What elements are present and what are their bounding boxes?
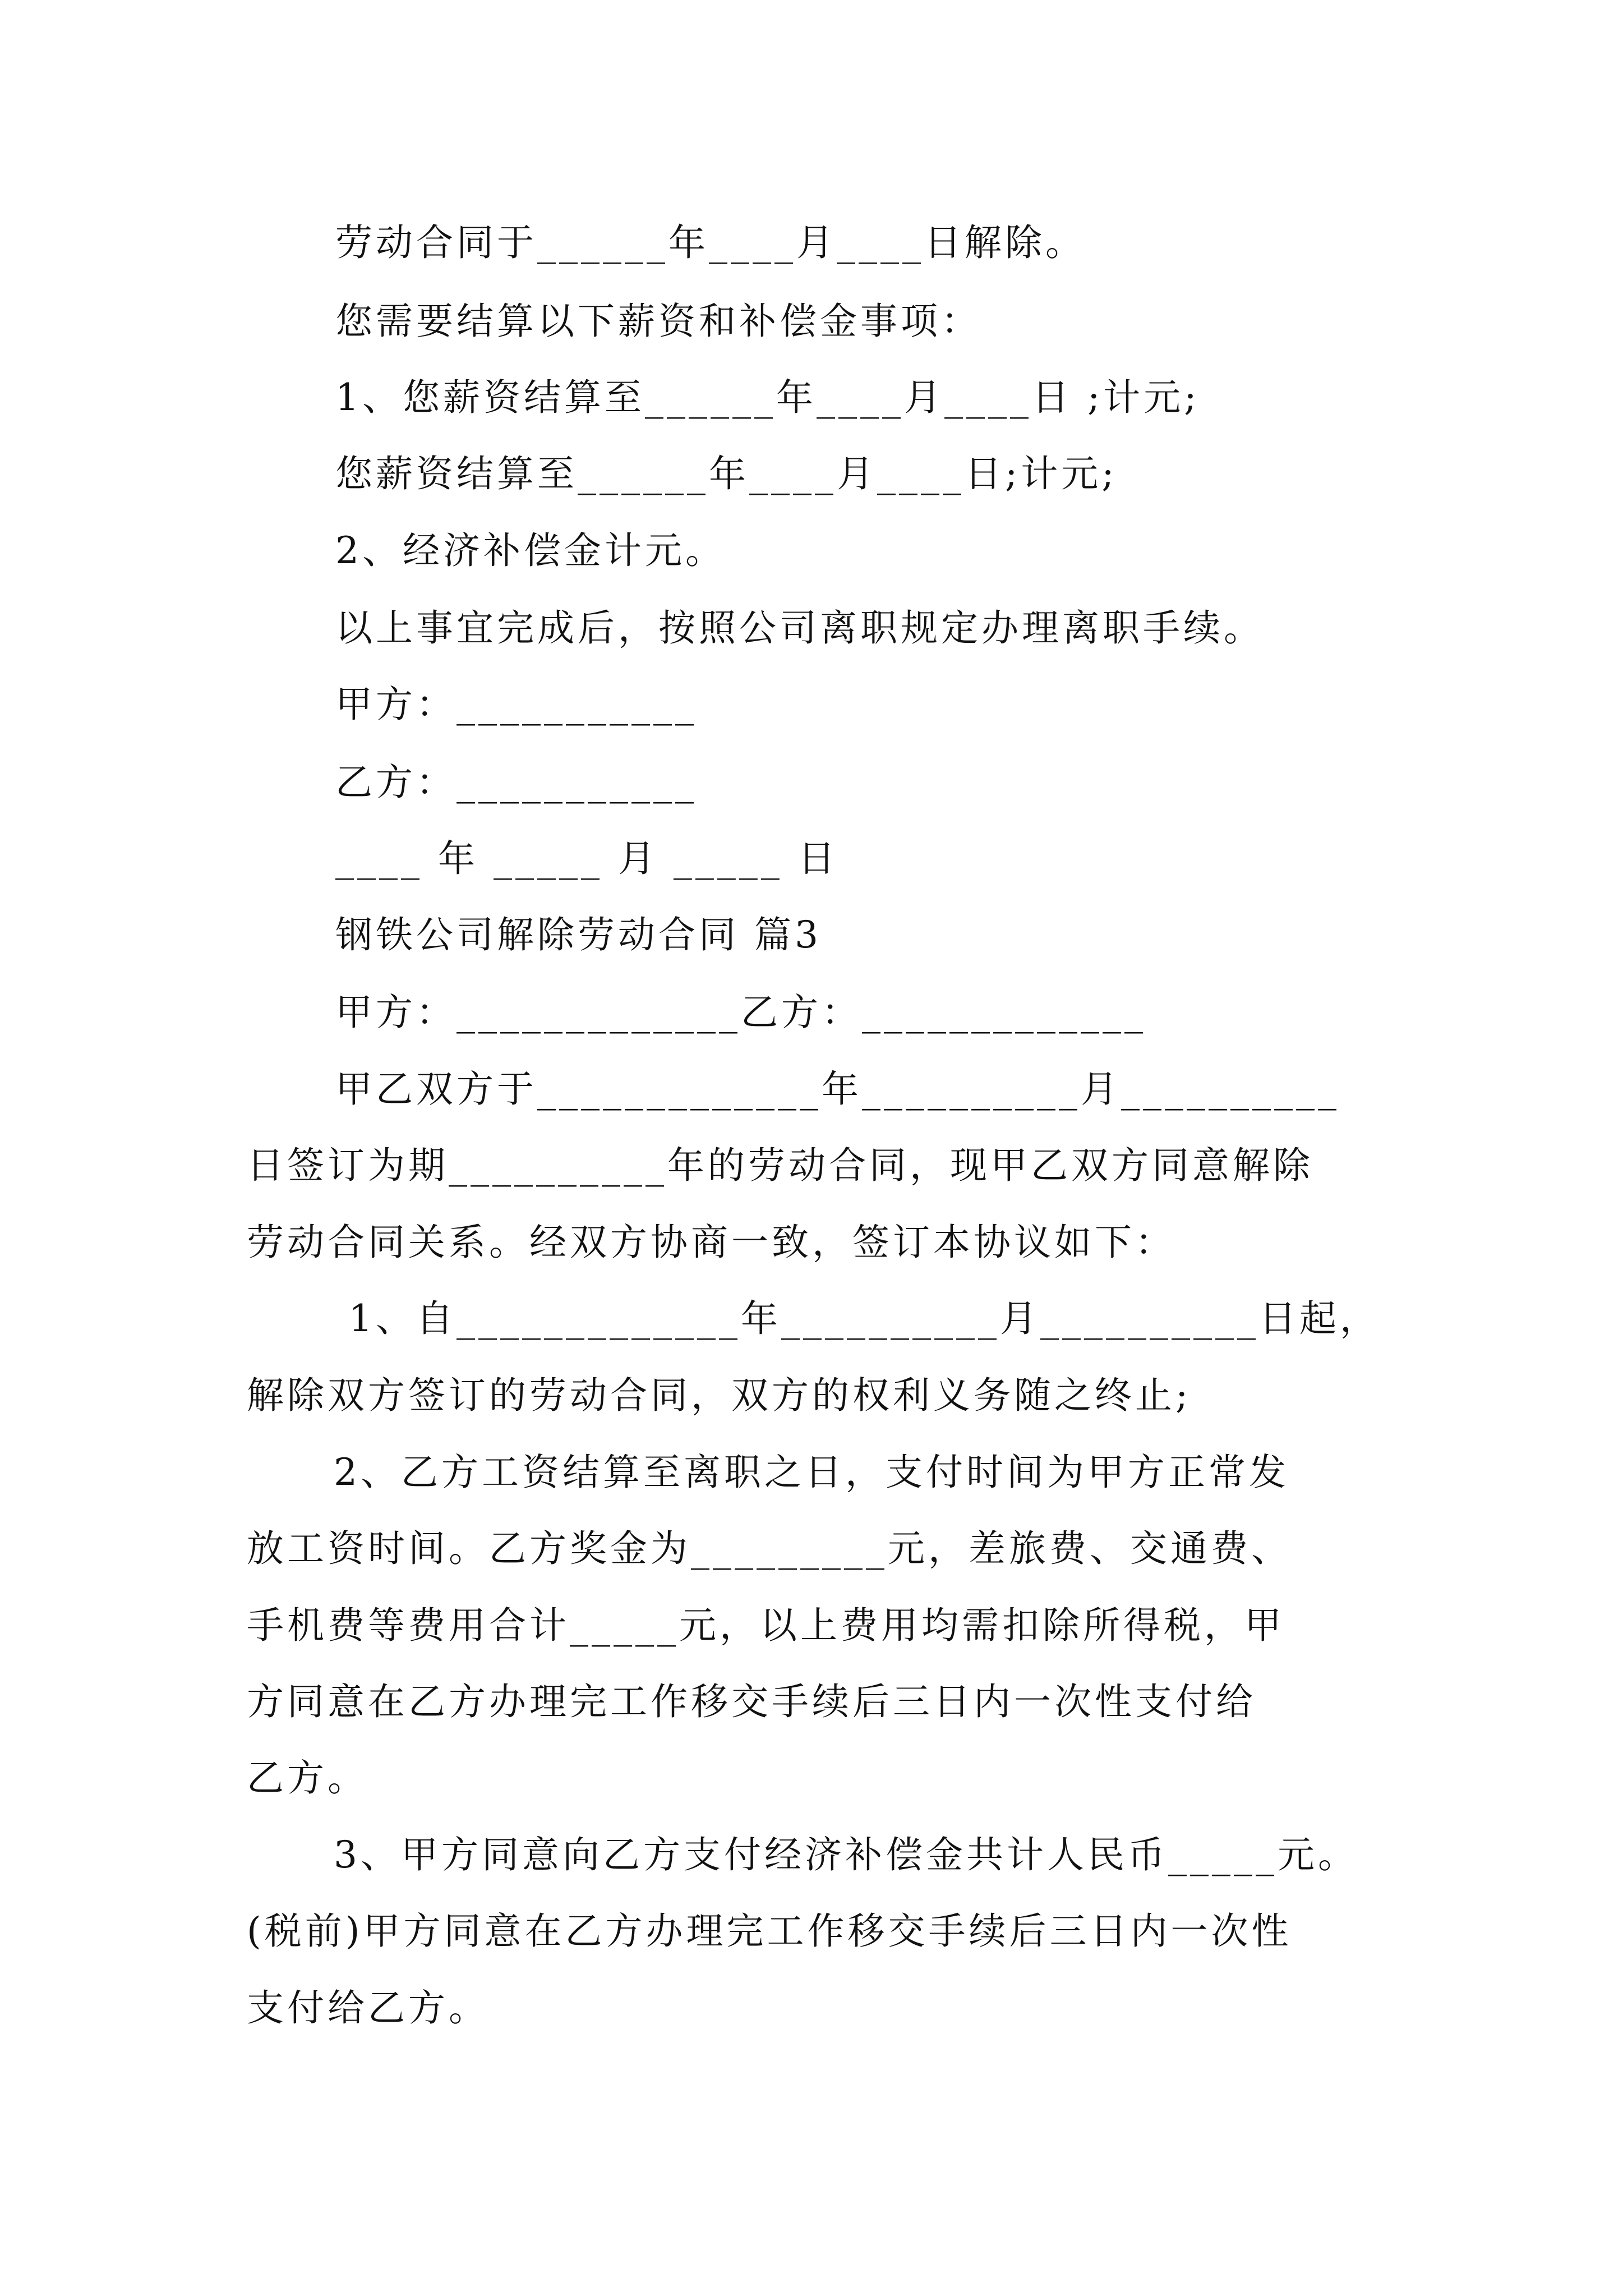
parties-line: 甲方：_____________乙方：_____________ [335,991,1146,1034]
text-line: 乙方。 [247,1756,368,1800]
text-line: 放工资时间。乙方奖金为_________元，差旅费、交通费、 [247,1527,1292,1570]
text-line: 解除双方签订的劳动合同，双方的权利义务随之终止; [247,1374,1192,1417]
text-line: 日签订为期__________年的劳动合同，现甲乙双方同意解除 [247,1144,1313,1187]
text-line: 以上事宜完成后，按照公司离职规定办理离职手续。 [335,606,1264,650]
text-line: 劳动合同关系。经双方协商一致，签订本协议如下： [247,1221,1175,1264]
text-line: 1、您薪资结算至______年____月____日 ;计元; [335,376,1200,419]
text-line: (税前)甲方同意在乙方办理完工作移交手续后三日内一次性 [247,1910,1292,1953]
section-heading: 钢铁公司解除劳动合同 篇3 [335,913,822,956]
text-line: 手机费等费用合计_____元，以上费用均需扣除所得税，甲 [247,1604,1285,1647]
date-line: ____ 年 _____ 月 _____ 日 [335,837,838,880]
text-line: 您薪资结算至______年____月____日;计元; [335,452,1118,495]
text-line: 2、经济补偿金计元。 [335,529,726,572]
text-line: 支付给乙方。 [247,1986,489,2030]
clause-1: 1、自_____________年__________月__________日起， [334,1297,1380,1340]
text-line: 方同意在乙方办理完工作移交手续后三日内一次性支付给 [247,1680,1256,1723]
text-line: 您需要结算以下薪资和补偿金事项： [335,300,981,343]
signature-line-party-b: 乙方：___________ [335,761,697,804]
text-line: 劳动合同于______年____月____日解除。 [335,221,1086,264]
clause-2: 2、乙方工资结算至离职之日，支付时间为甲方正常发 [334,1451,1289,1494]
clause-3: 3、甲方同意向乙方支付经济补偿金共计人民币_____元。 [334,1833,1358,1876]
text-line: 甲乙双方于_____________年__________月__________ [335,1068,1340,1111]
signature-line-party-a: 甲方：___________ [335,683,697,726]
